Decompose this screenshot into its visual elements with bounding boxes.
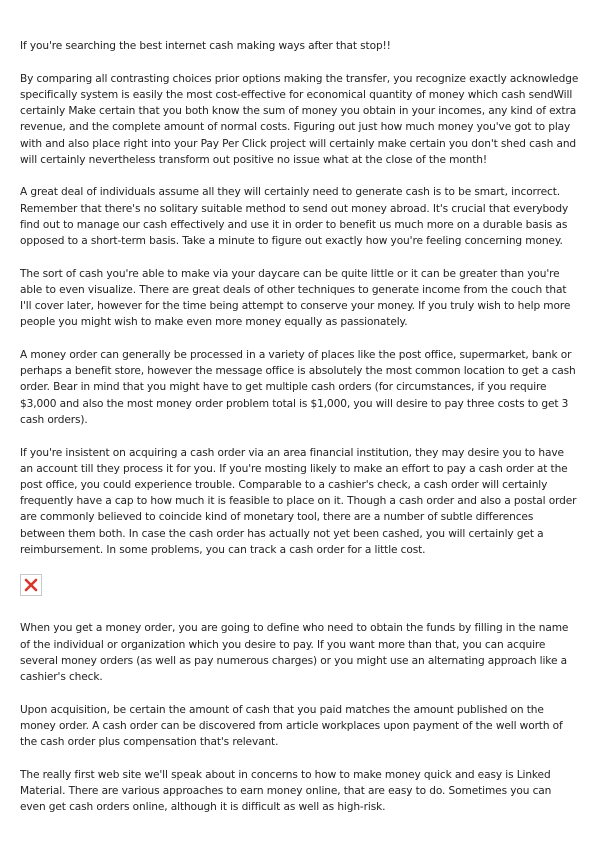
broken-image-placeholder <box>20 574 42 596</box>
body-paragraph: By comparing all contrasting choices prior options making the transfer, you recognize exactly acknowledge specifically system is easily the most cost-effective for economical quantity of money which cash sendWill certainly Make certain that you both know the sum of money you obtain in your incomes, any kind of extra revenue, and the complete amount of normal costs. Figuring out just how much money you've got to play with and also place right into your Pay Per Click project will certainly make certain you don't shed cash and will certainly nevertheless transform out positive no issue what at the close of the month! <box>20 72 579 166</box>
body-paragraph: A money order can generally be processed in a variety of places like the post office, supermarket, bank or perhaps a benefit store, however the message office is absolutely the most common location to get a cash order. Bear in mind that you might have to get multiple cash orders (for circumstances, if you require $3,000 and also the most money order problem total is $1,000, you will desire to pay three costs to get 3 cash orders). <box>20 349 576 426</box>
body-paragraph: If you're insistent on acquiring a cash order via an area financial institution, they may desire you to have an account till they process it for you. If you're mosting likely to make an effort to pay a cash order at the post office, you could experience trouble. Comparable to a cashier's check, a cash order will certainly frequently have a cap to how much it is feasible to place on it. Though a cash order and also a postal order are commonly believed to coincide kind of monetary tool, there are a number of subtle differences between them both. In case the cash order has actually not yet been cashed, you will certainly get a reimbursement. In some problems, you can track a cash order for a little cost. <box>20 446 577 556</box>
intro-paragraph: If you're searching the best internet cash making ways after that stop!! <box>20 40 391 52</box>
body-paragraph: Upon acquisition, be certain the amount of cash that you paid matches the amount published on the money order. A cash order can be discovered from article workplaces upon payment of the well worth of the cash order plus compensation that's relevant. <box>20 703 563 749</box>
body-paragraph: The really first web site we'll speak about in concerns to how to make money quick and easy is Linked Material. There are various approaches to earn money online, that are easy to do. Sometimes you can even get cash orders online, although it is difficult as well as high-risk. <box>20 768 552 814</box>
broken-image-icon <box>24 578 38 592</box>
body-paragraph: When you get a money order, you are going to define who need to obtain the funds by filling in the name of the individual or organization which you desire to pay. If you want more than that, you can acquire several money orders (as well as pay numerous charges) or you might use an alternating approach like a cashier's check. <box>20 622 569 684</box>
body-paragraph: A great deal of individuals assume all they will certainly need to generate cash is to be smart, incorrect. Remember that there's no solitary suitable method to send out money abroad. It's crucial that everybody find out to manage our cash effectively and use it in order to benefit us much more on a durable basis as opposed to a short-term basis. Take a minute to figure out exactly how you're feeling concerning money. <box>20 186 569 248</box>
body-paragraph: The sort of cash you're able to make via your daycare can be quite little or it can be greater than you're able to even visualize. There are great deals of other techniques to generate income from the couch that I'll cover later, however for the time being attempt to conserve your money. If you truly wish to help more people you might wish to make even more money equally as passionately. <box>20 267 571 329</box>
